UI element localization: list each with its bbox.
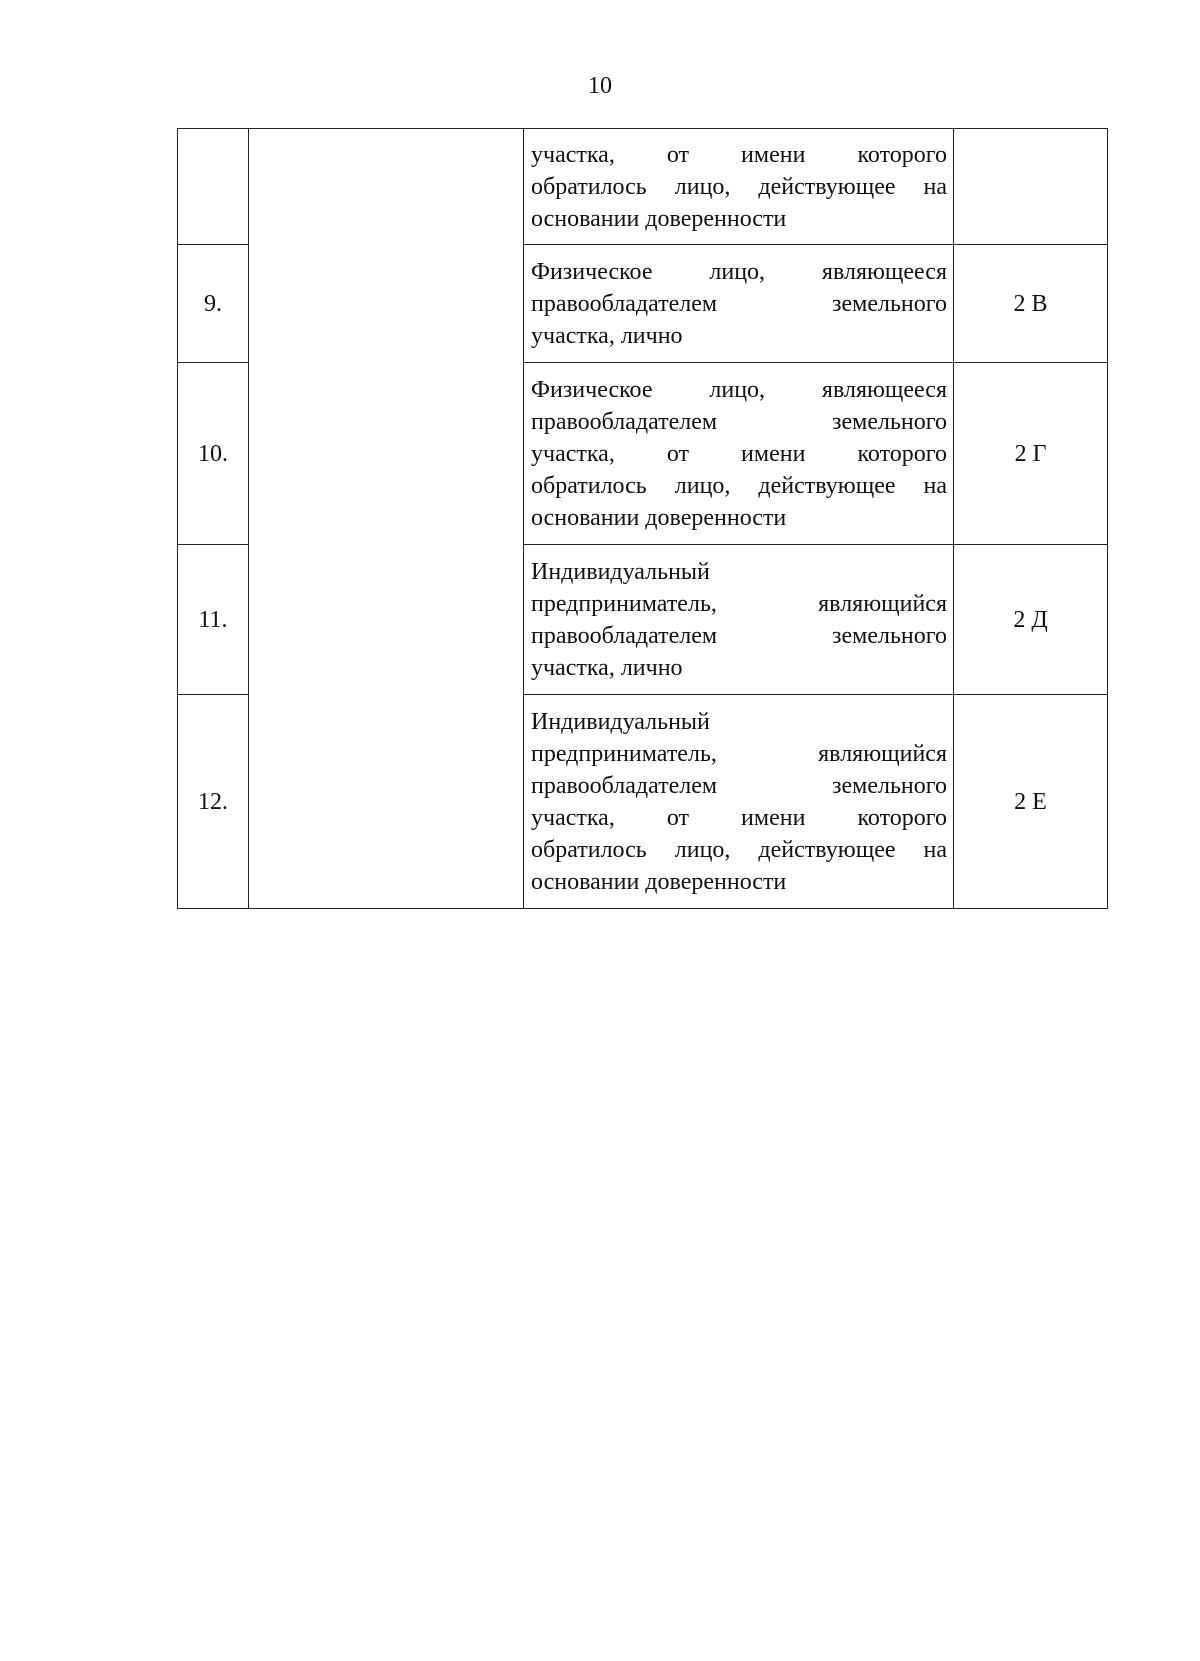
code-cell: 2 Г [954, 363, 1108, 545]
description-line: участка, лично [531, 654, 683, 681]
document-table [177, 128, 1108, 909]
description-cell [524, 245, 954, 363]
merged-empty-cell [249, 129, 524, 909]
table-row [178, 129, 1108, 245]
description-line: правообладателем земельного [531, 622, 947, 649]
description-line: обратилось лицо, действующее на [531, 472, 947, 499]
row-number-cell: 9. [178, 245, 249, 363]
description-line: обратилось лицо, действующее на [531, 836, 947, 863]
description-cell [524, 545, 954, 695]
description-line: участка, от имени которого [531, 141, 947, 168]
code-cell: 2 В [954, 245, 1108, 363]
description-line: правообладателем земельного [531, 408, 947, 435]
description-line: основании доверенности [531, 205, 787, 232]
description-line: Физическое лицо, являющееся [531, 376, 947, 403]
description-line: Индивидуальный [531, 558, 710, 585]
description-line: обратилось лицо, действующее на [531, 173, 947, 200]
row-number-cell [178, 129, 249, 245]
description-line: основании доверенности [531, 868, 787, 895]
description-cell [524, 695, 954, 909]
description-line: правообладателем земельного [531, 772, 947, 799]
row-number-cell: 11. [178, 545, 249, 695]
row-number-cell: 10. [178, 363, 249, 545]
code-cell: 2 Д [954, 545, 1108, 695]
description-line: участка, от имени которого [531, 804, 947, 831]
description-line: Физическое лицо, являющееся [531, 258, 947, 285]
description-line: предприниматель, являющийся [531, 590, 947, 617]
description-line: предприниматель, являющийся [531, 740, 947, 767]
description-cell [524, 363, 954, 545]
description-line: правообладателем земельного [531, 290, 947, 317]
code-cell [954, 129, 1108, 245]
row-number-cell: 12. [178, 695, 249, 909]
description-line: участка, от имени которого [531, 440, 947, 467]
description-line: участка, лично [531, 322, 683, 349]
code-cell: 2 Е [954, 695, 1108, 909]
description-line: Индивидуальный [531, 708, 710, 735]
description-cell [524, 129, 954, 245]
description-line: основании доверенности [531, 504, 787, 531]
page-number: 10 [588, 73, 612, 99]
